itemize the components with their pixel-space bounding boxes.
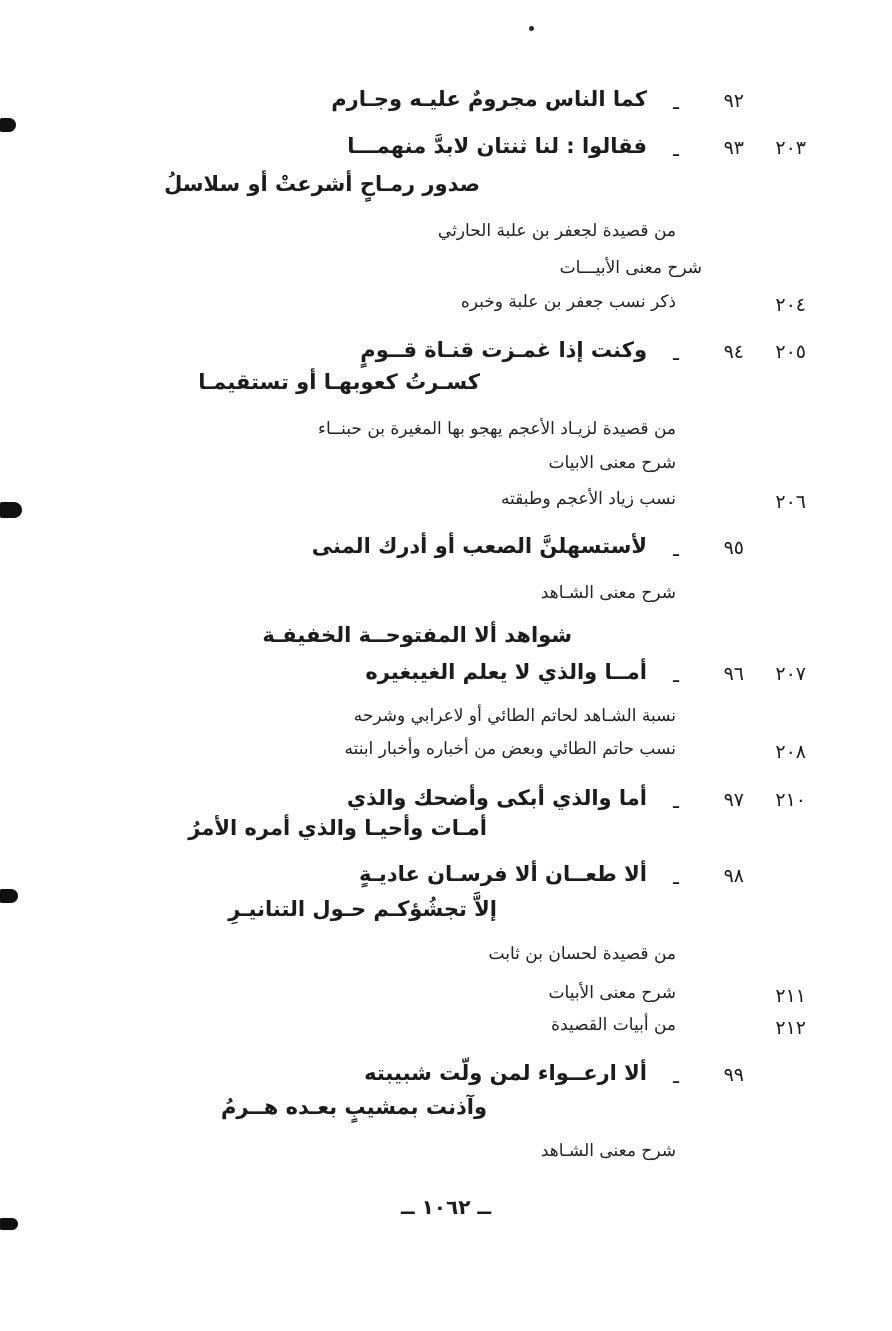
verse-line: أمــا والذي لا يعلم الغيبغيره bbox=[365, 660, 647, 684]
section-heading: شواهد ألا المفتوحــة الخفيفـة bbox=[262, 623, 572, 647]
page-number: ٢٠٦ bbox=[775, 491, 806, 513]
page-number: ٢٠٥ bbox=[775, 341, 806, 363]
verse-line: أما والذي أبكى وأضحك والذي bbox=[346, 786, 647, 810]
top-speck bbox=[529, 26, 534, 31]
note-line: شرح معنى الابيات bbox=[548, 453, 676, 473]
verse-line-second-hemistich: كسـرتُ كعوبهـا أو تستقيمـا bbox=[198, 370, 480, 394]
note-line: شرح معنى الشـاهد bbox=[540, 583, 676, 603]
note-line: نسبة الشـاهد لحاتم الطائي أو لاعرابي وشرحه bbox=[353, 706, 676, 726]
page-number: ٢١١ bbox=[775, 985, 806, 1007]
verse-number: ٩٧ bbox=[723, 789, 744, 811]
page-number: ٢١٢ bbox=[775, 1017, 806, 1039]
note-line: شرح معنى الشـاهد bbox=[540, 1141, 676, 1161]
binding-mark bbox=[0, 889, 18, 903]
note-line: شرح معنى الأبيات bbox=[548, 983, 676, 1003]
page-number: ٢٠٣ bbox=[775, 137, 806, 159]
verse-line-second-hemistich: إلاَّ تجشُؤكـم حـول التنانيـرِ bbox=[228, 897, 497, 921]
verse-line-second-hemistich: أمـات وأحيـا والذي أمره الأمرُ bbox=[188, 816, 487, 840]
verse-line: كما الناس مجرومٌ عليـه وجـارم bbox=[331, 87, 647, 111]
binding-mark bbox=[0, 502, 22, 518]
verse-number: ٩٢ bbox=[723, 90, 744, 112]
note-line: من قصيدة لزيـاد الأعجم يهجو بها المغيرة بن حبنــاء bbox=[318, 419, 676, 439]
binding-mark bbox=[0, 118, 16, 132]
note-line: من أبيات القصيدة bbox=[551, 1015, 676, 1035]
dash: ـ bbox=[673, 865, 679, 889]
note-line: من قصيدة لجعفر بن علبة الحارثي bbox=[437, 221, 676, 241]
dash: ـ bbox=[673, 341, 679, 365]
dash: ـ bbox=[673, 90, 679, 114]
verse-line: ألا ارعــواء لمن ولّت شبيبته bbox=[364, 1061, 647, 1085]
page-number: ٢٠٤ bbox=[775, 294, 806, 316]
verse-line: ألا طعــان ألا فرسـان عاديـةٍ bbox=[359, 862, 647, 886]
page-footer-number: ــ ١٠٦٢ ــ bbox=[400, 1195, 492, 1219]
verse-line: فقالوا : لنا ثنتان لابدَّ منهمـــا bbox=[347, 134, 647, 158]
note-line: من قصيدة لحسان بن ثابت bbox=[488, 944, 676, 964]
verse-line: لأستسهلنَّ الصعب أو أدرك المنى bbox=[311, 534, 647, 558]
verse-line: وكنت إذا غمـزت قنـاة قــومٍ bbox=[360, 338, 647, 362]
dash: ـ bbox=[673, 663, 679, 687]
verse-number: ٩٣ bbox=[723, 137, 744, 159]
verse-number: ٩٤ bbox=[723, 341, 744, 363]
note-line: ذكر نسب جعفر بن علبة وخبره bbox=[460, 292, 676, 312]
dash: ـ bbox=[673, 789, 679, 813]
dash: ـ bbox=[673, 537, 679, 561]
note-line: نسب زياد الأعجم وطبقته bbox=[500, 489, 676, 509]
binding-mark bbox=[0, 1218, 18, 1230]
dash: ـ bbox=[673, 137, 679, 161]
page-number: ٢١٠ bbox=[775, 789, 806, 811]
verse-number: ٩٨ bbox=[723, 865, 744, 887]
dash: ـ bbox=[673, 1064, 679, 1088]
verse-line-second-hemistich: وآذنت بمشيبٍ بعـده هــرمُ bbox=[220, 1095, 487, 1119]
verse-line-second-hemistich: صدور رمـاحٍ أشرعتْ أو سلاسلُ bbox=[164, 172, 480, 196]
note-line: نسب حاتم الطائي وبعض من أخباره وأخبار ابنته bbox=[344, 739, 676, 759]
verse-number: ٩٦ bbox=[723, 663, 744, 685]
note-line: شرح معنى الأبيـــات bbox=[559, 258, 702, 278]
verse-number: ٩٥ bbox=[723, 537, 744, 559]
page-number: ٢٠٧ bbox=[775, 663, 806, 685]
page-number: ٢٠٨ bbox=[775, 741, 806, 763]
verse-number: ٩٩ bbox=[723, 1064, 744, 1086]
